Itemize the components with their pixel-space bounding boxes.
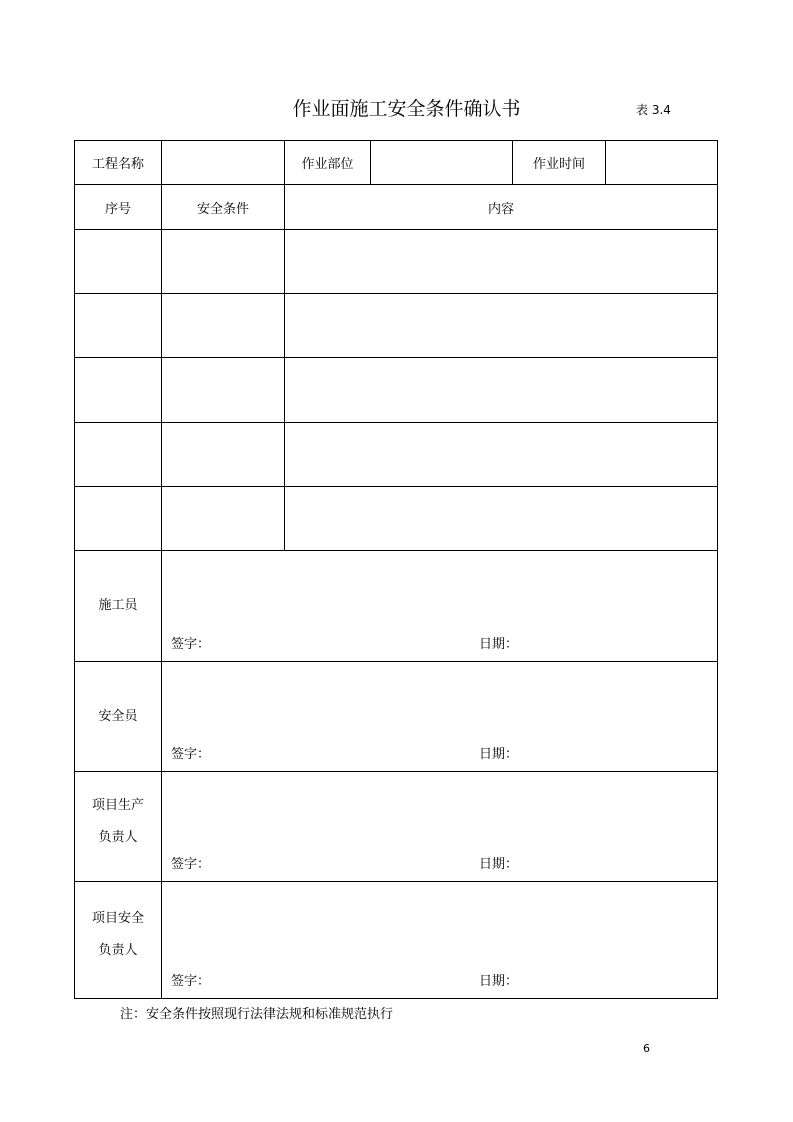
role-label (74, 881, 162, 999)
content-cell[interactable] (284, 357, 718, 423)
date-label: 日期： (479, 637, 519, 652)
signature-area[interactable] (161, 771, 718, 882)
role-label-line: 负责人 (98, 829, 138, 845)
date-label: 日期： (479, 974, 519, 989)
condition-cell[interactable] (161, 357, 285, 423)
work-location-label: 作业部位 (284, 140, 371, 185)
condition-header: 安全条件 (161, 184, 285, 230)
seq-cell[interactable] (74, 486, 162, 551)
signature-label: 签字： (171, 637, 211, 652)
date-label: 日期： (479, 747, 519, 762)
condition-cell[interactable] (161, 422, 285, 487)
content-cell[interactable] (284, 422, 718, 487)
page-number: 6 (643, 1042, 650, 1055)
condition-cell[interactable] (161, 229, 285, 294)
content-header: 内容 (284, 184, 718, 230)
project-name-field[interactable] (161, 140, 285, 185)
work-location-field[interactable] (370, 140, 513, 185)
signature-area[interactable] (161, 881, 718, 999)
role-label-line: 负责人 (98, 943, 138, 958)
role-label-line: 安全员 (98, 708, 138, 724)
seq-header: 序号 (74, 184, 162, 230)
signature-label: 签字： (171, 747, 211, 762)
content-cell[interactable] (284, 293, 718, 358)
table-number: 表 3.4 (636, 103, 671, 117)
condition-cell[interactable] (161, 293, 285, 358)
role-label-line: 施工员 (98, 598, 138, 613)
work-time-label: 作业时间 (512, 140, 606, 185)
signature-area[interactable] (161, 550, 718, 662)
role-label (74, 661, 162, 772)
role-label (74, 550, 162, 662)
date-label: 日期： (479, 857, 519, 872)
signature-label: 签字： (171, 974, 211, 989)
condition-cell[interactable] (161, 486, 285, 551)
role-label-line: 项目生产 (91, 797, 144, 813)
seq-cell[interactable] (74, 422, 162, 487)
role-label (74, 771, 162, 882)
footnote: 注：安全条件按照现行法律法规和标准规范执行 (120, 1007, 394, 1022)
signature-label: 签字： (171, 857, 211, 872)
document-title: 作业面施工安全条件确认书 (292, 98, 521, 120)
content-cell[interactable] (284, 229, 718, 294)
seq-cell[interactable] (74, 229, 162, 294)
seq-cell[interactable] (74, 293, 162, 358)
signature-area[interactable] (161, 661, 718, 772)
seq-cell[interactable] (74, 357, 162, 423)
content-cell[interactable] (284, 486, 718, 551)
project-name-label: 工程名称 (74, 140, 162, 185)
role-label-line: 项目安全 (91, 911, 144, 926)
work-time-field[interactable] (605, 140, 718, 185)
